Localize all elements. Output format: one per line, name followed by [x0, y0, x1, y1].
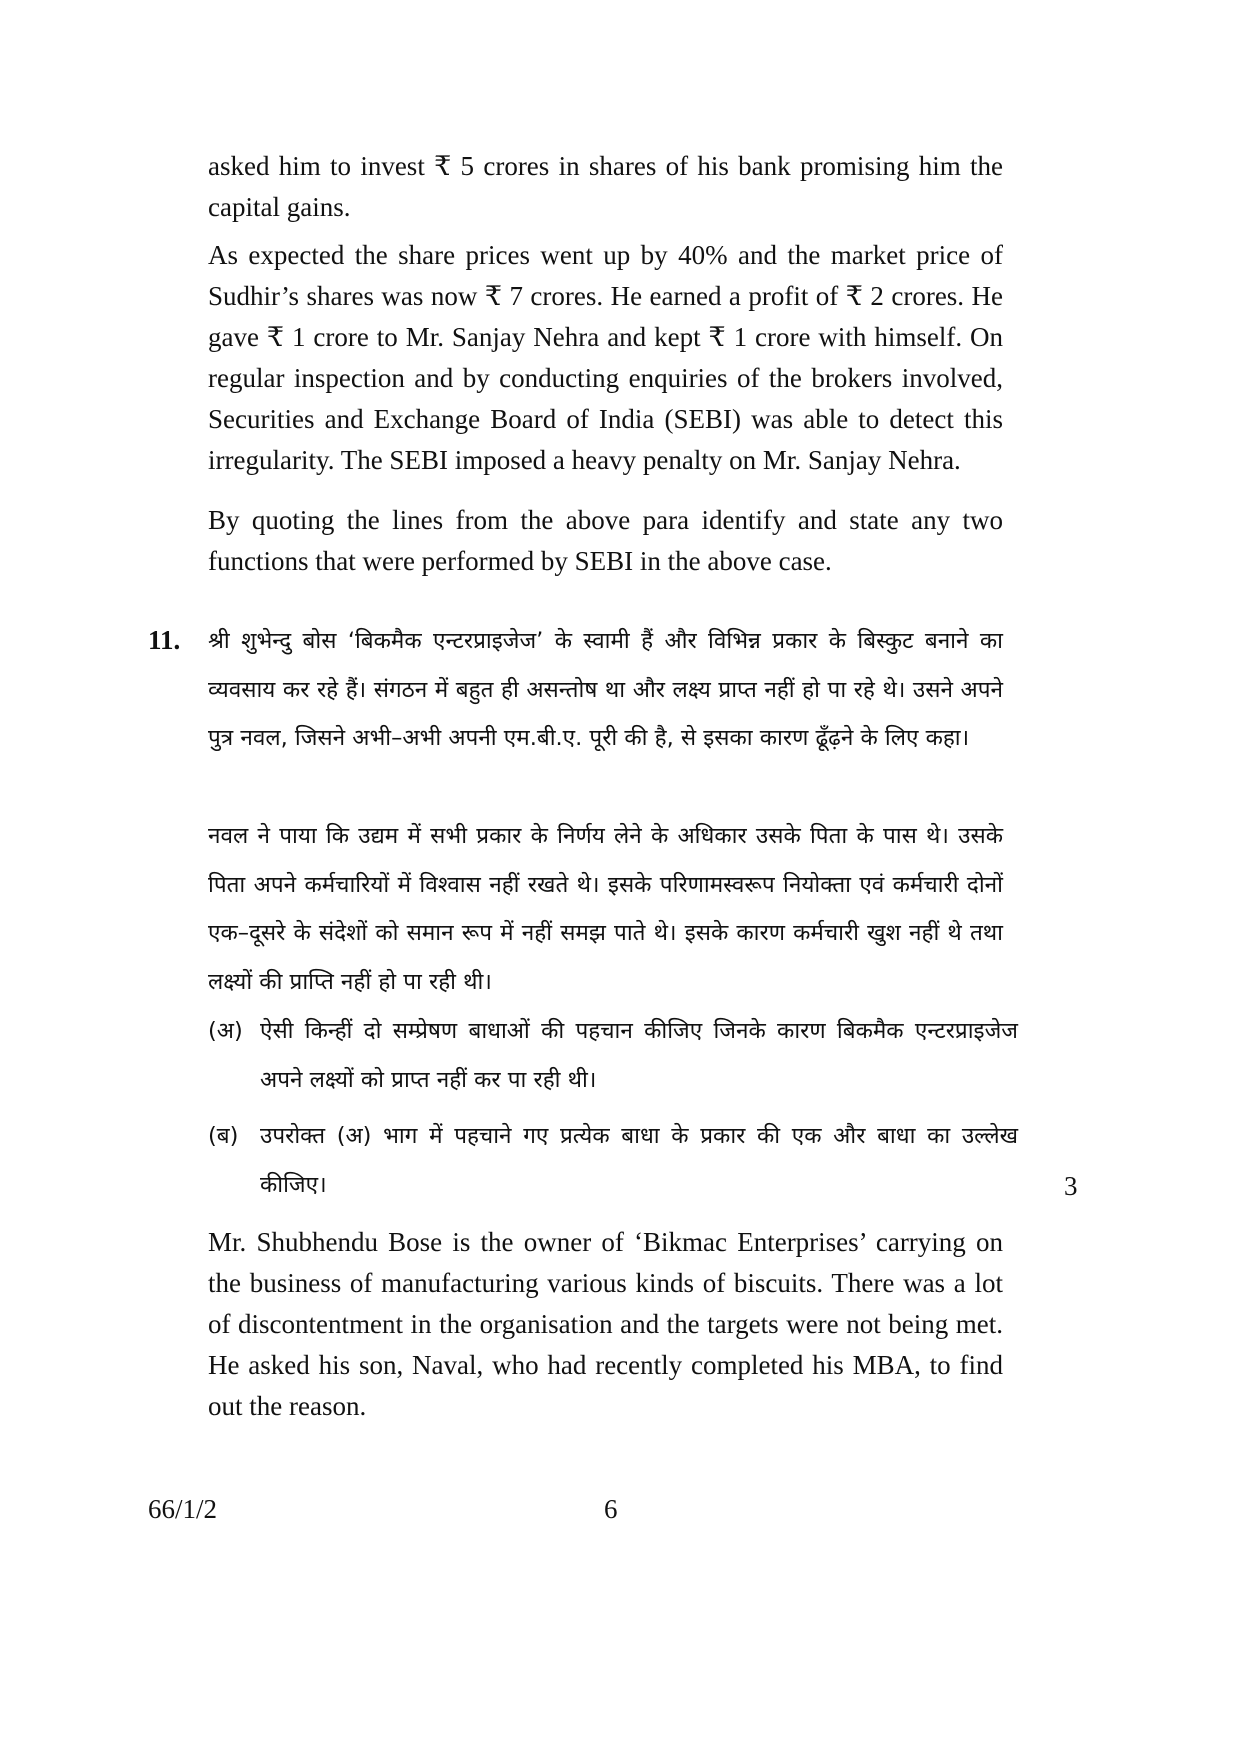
sub-question-b-label: (ब) [208, 1123, 239, 1149]
hindi-paragraph-1: श्री शुभेन्दु बोस ‘बिकमैक एन्टरप्राइजेज’ के स्वामी हैं और विभिन्न प्रकार के बिस्कुट बनाने का व्यवसाय कर रहे हैं। संगठन में बहुत ही असन्तोष था और लक्ष्य प्राप्त नहीं हो पा रहे थे। उसने अपने पुत्र नवल, जिसने अभी–अभी अपनी एम.बी.ए. पूरी की है, से इसका कारण ढूँढ़ने के लिए कहा। [208, 628, 1003, 751]
marks: 3 [1064, 1171, 1078, 1201]
hindi-paragraph-2: नवल ने पाया कि उद्यम में सभी प्रकार के निर्णय लेने के अधिकार उसके पिता के पास थे। उसके पिता अपने कर्मचारियों में विश्वास नहीं रखते थे। इसके परिणामस्वरूप नियोक्ता एवं कर्मचारी दोनों एक–दूसरे के संदेशों को समान रूप में नहीं समझ पाते थे। इसके कारण कर्मचारी खुश नहीं थे तथा लक्ष्यों की प्राप्ति नहीं हो पा रही थी। [208, 823, 1003, 995]
page-number: 6 [604, 1494, 618, 1524]
case-paragraph-2: As expected the share prices went up by 40% and the market price of Sudhir’s shares was now ₹ 7 crores. He earned a profit of ₹ 2 crores. He gave ₹ 1 crore to Mr. Sanjay Nehra and kept ₹ 1 crore with himself. On regular inspection and by conducting enquiries of the brokers involved, Securities and Exchange Board of India (SEBI) was able to detect this irregularity. The SEBI imposed a heavy penalty on Mr. Sanjay Nehra. [208, 240, 1003, 475]
case-question: By quoting the lines from the above para identify and state any two functions that were performed by SEBI in the above case. [208, 505, 1003, 576]
sub-question-a-label: (अ) [208, 1018, 243, 1044]
case-paragraph-1: asked him to invest ₹ 5 crores in shares of his bank promising him the capital gains. [208, 151, 1003, 222]
sub-question-b [208, 1112, 1018, 1209]
sub-question-a [208, 1007, 1018, 1104]
sub-question-b-text: उपरोक्त (अ) भाग में पहचाने गए प्रत्येक बाधा के प्रकार की एक और बाधा का उल्लेख कीजिए। [260, 1123, 1018, 1198]
question-number: 11. [148, 625, 181, 655]
english-paragraph: Mr. Shubhendu Bose is the owner of ‘Bikmac Enterprises’ carrying on the business of manufacturing various kinds of biscuits. There was a lot of discontentment in the organisation and the targets were not being met. He asked his son, Naval, who had recently completed his MBA, to find out the reason. [208, 1227, 1003, 1421]
paper-code: 66/1/2 [148, 1494, 218, 1524]
sub-question-a-text: ऐसी किन्हीं दो सम्प्रेषण बाधाओं की पहचान कीजिए जिनके कारण बिकमैक एन्टरप्राइजेज अपने लक्ष्यों को प्राप्त नहीं कर पा रही थी। [260, 1018, 1018, 1093]
